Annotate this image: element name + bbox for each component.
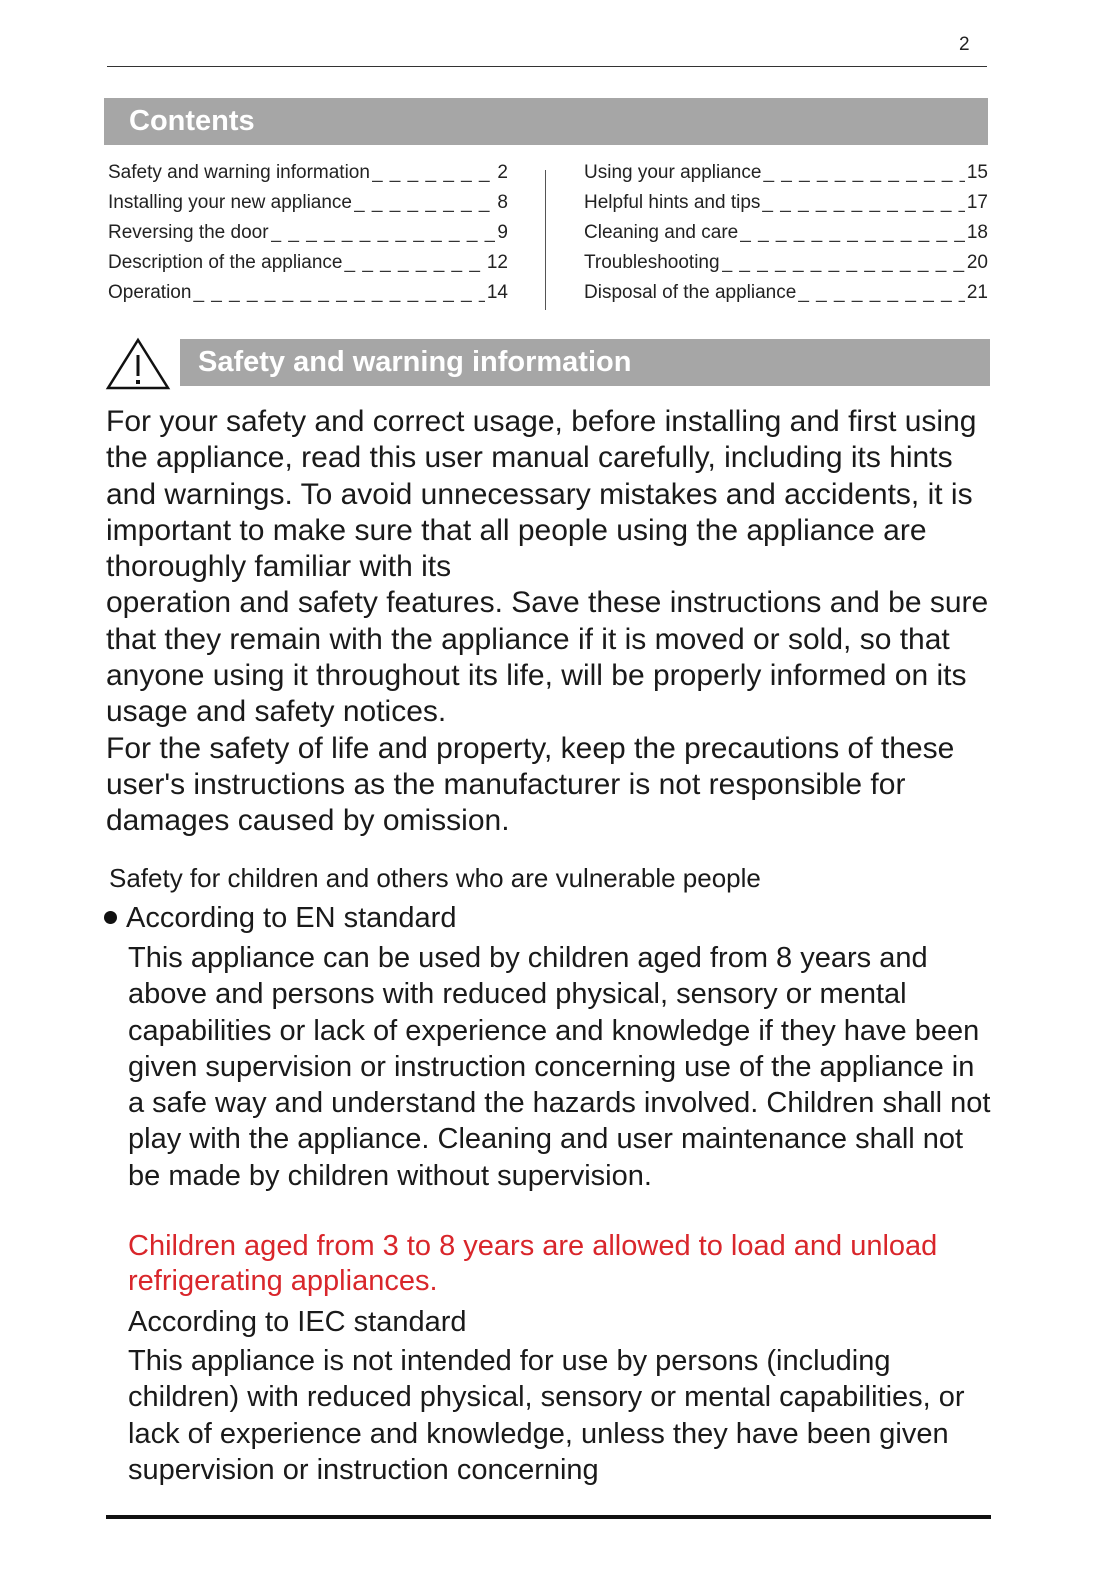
toc-item-label: Reversing the door [108,222,269,243]
toc-item-label: Helpful hints and tips [584,192,761,213]
toc-item-label: Disposal of the appliance [584,282,797,303]
toc-item-label: Installing your new appliance [108,192,352,213]
en-standard-label: According to EN standard [126,902,457,934]
top-rule [107,66,987,67]
iec-standard-heading: According to IEC standard [128,1306,467,1338]
toc-divider [545,170,546,310]
safety-banner [180,339,990,386]
intro-paragraph: For your safety and correct usage, before installing and first using the appliance, read this user manual carefully, including its hints and warnings. To avoid unnecessary mistakes and accidents, it is important to make sure that all people using the appliance are thoroughly familiar with its [106,405,977,584]
children-loading-note: Children aged from 3 to 8 years are allowed to load and unload refrigerating appliances. [128,1230,938,1297]
toc-right-column [584,158,988,308]
bullet-icon [104,911,117,924]
toc-item[interactable] [584,278,988,308]
bottom-rule [106,1515,991,1519]
toc-item-page: 17 [966,192,988,213]
toc-leader [271,218,496,248]
toc-item-page: 8 [497,192,508,213]
toc-item-page: 12 [486,252,508,273]
toc-leader [722,248,965,278]
toc-item[interactable] [108,248,508,278]
toc-item[interactable] [108,188,508,218]
toc-leader [762,188,964,218]
toc-item[interactable] [108,278,508,308]
toc-item-page: 20 [966,252,988,273]
toc-item[interactable] [108,218,508,248]
toc-leader [354,188,495,218]
iec-standard-body: This appliance is not intended for use by persons (including children) with reduced physical, sensory or mental capabilities, or lack of experience and knowledge, unless they have been given supervision or instruction concerning [128,1345,965,1486]
contents-banner [104,98,988,145]
toc-item-label: Safety and warning information [108,162,370,183]
toc-item[interactable] [584,188,988,218]
toc-item-label: Using your appliance [584,162,762,183]
toc-item-label: Description of the appliance [108,252,343,273]
warning-triangle-icon [105,337,171,391]
toc-item-page: 18 [966,222,988,243]
toc-leader [798,278,965,308]
toc-leader [193,278,484,308]
children-safety-heading: Safety for children and others who are vulnerable people [109,863,761,893]
toc-item[interactable] [584,248,988,278]
toc-leader [763,158,964,188]
toc-item[interactable] [108,158,508,188]
toc-item-page: 14 [486,282,508,303]
toc-item-label: Operation [108,282,192,303]
toc-item-page: 21 [966,282,988,303]
toc-leader [372,158,495,188]
toc-item[interactable] [584,158,988,188]
intro-paragraph: operation and safety features. Save these instructions and be sure that they remain with the appliance if it is moved or sold, so that anyone using it throughout its life, will be properly informed on its usage and safety notices. [106,586,989,729]
toc-item-label: Cleaning and care [584,222,739,243]
toc-left-column [108,158,508,308]
toc-item-page: 9 [497,222,508,243]
toc-item-page: 2 [497,162,508,183]
en-standard-heading [104,902,456,935]
toc-item-label: Troubleshooting [584,252,720,273]
intro-paragraph: For the safety of life and property, keep the precautions of these user's instructions as the manufacturer is not responsible for damages caused by omission. [106,731,955,838]
page-number: 2 [959,34,970,55]
intro-text [106,404,996,840]
toc-leader [344,248,484,278]
en-standard-body: This appliance can be used by children aged from 8 years and above and persons with reduced physical, sensory or mental capabilities or lack of experience and knowledge if they have been given supervision or instruction concerning use of the appliance in a safe way and understand the hazards involved. Children shall not play with the appliance. Cleaning and user maintenance shall not be made by children without supervision. [128,942,991,1192]
toc-leader [740,218,965,248]
safety-title: Safety and warning information [198,346,632,378]
contents-title: Contents [129,105,255,137]
toc-item-page: 15 [966,162,988,183]
toc-item[interactable] [584,218,988,248]
